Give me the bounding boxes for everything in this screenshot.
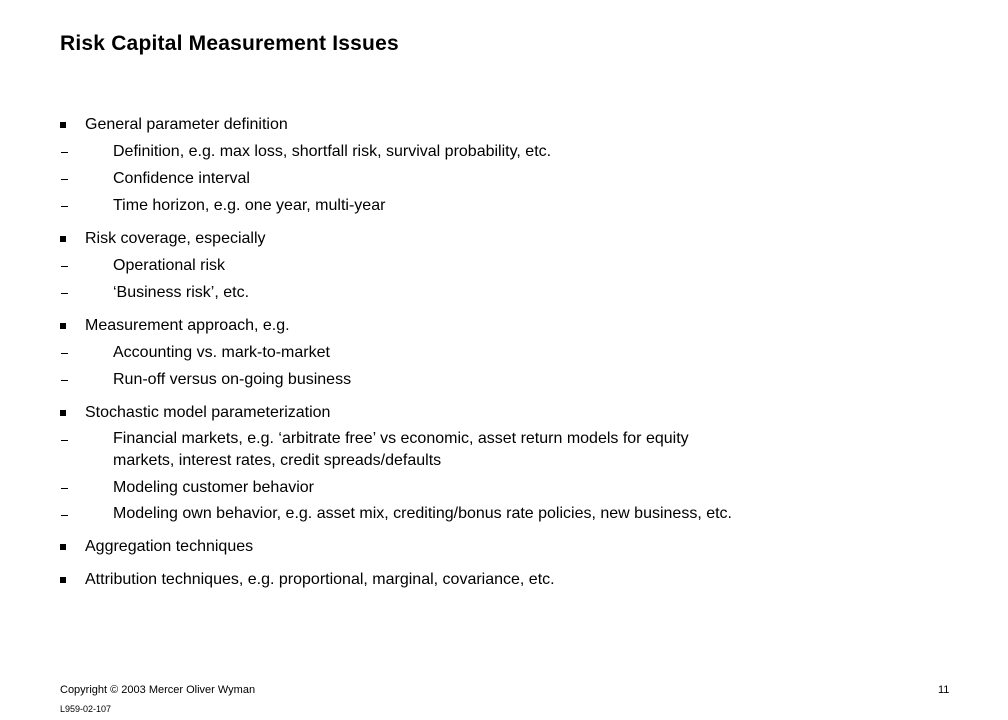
sub-item: Definition, e.g. max loss, shortfall risk, survival probability, etc. — [113, 143, 552, 160]
bullet-item — [60, 113, 760, 217]
sub-item: Confidence interval — [113, 170, 250, 187]
copyright-text: Copyright © 2003 Mercer Oliver Wyman — [60, 684, 256, 696]
page-number: 11 — [938, 684, 950, 696]
square-bullet-icon — [60, 122, 66, 128]
bullet-item — [60, 401, 760, 525]
bullet-label: Measurement approach, e.g. — [85, 317, 290, 334]
sub-list — [60, 428, 760, 525]
bullet-label: Aggregation techniques — [85, 538, 254, 555]
square-bullet-icon — [60, 544, 66, 550]
sub-list — [60, 341, 760, 391]
bullet-label: Stochastic model parameterization — [85, 404, 331, 421]
sub-item: ‘Business risk’, etc. — [113, 284, 250, 301]
square-bullet-icon — [60, 577, 66, 583]
bullet-list — [60, 113, 760, 593]
sub-item: Time horizon, e.g. one year, multi-year — [113, 197, 386, 214]
sub-item: Accounting vs. mark-to-market — [113, 344, 330, 361]
document-code: L959-02-107 — [60, 704, 112, 714]
bullet-item — [60, 227, 760, 304]
bullet-item — [60, 568, 760, 591]
bullet-item — [60, 314, 760, 391]
bullet-item — [60, 535, 760, 558]
sub-item: Run-off versus on-going business — [113, 371, 352, 388]
sub-item: Modeling customer behavior — [113, 479, 314, 496]
bullet-label: Risk coverage, especially — [85, 230, 266, 247]
sub-list — [60, 140, 760, 217]
bullet-label: Attribution techniques, e.g. proportional, marginal, covariance, etc. — [85, 571, 555, 588]
bullet-label: General parameter definition — [85, 116, 288, 133]
sub-item: Operational risk — [113, 257, 226, 274]
sub-item: Financial markets, e.g. ‘arbitrate free’ vs economic, asset return models for equity markets, interest rates, credit spreads/defaults — [113, 430, 689, 469]
sub-item: Modeling own behavior, e.g. asset mix, crediting/bonus rate policies, new business, etc. — [113, 505, 732, 522]
page-title: Risk Capital Measurement Issues — [60, 32, 399, 55]
square-bullet-icon — [60, 410, 66, 416]
sub-list — [60, 254, 760, 304]
square-bullet-icon — [60, 323, 66, 329]
square-bullet-icon — [60, 236, 66, 242]
